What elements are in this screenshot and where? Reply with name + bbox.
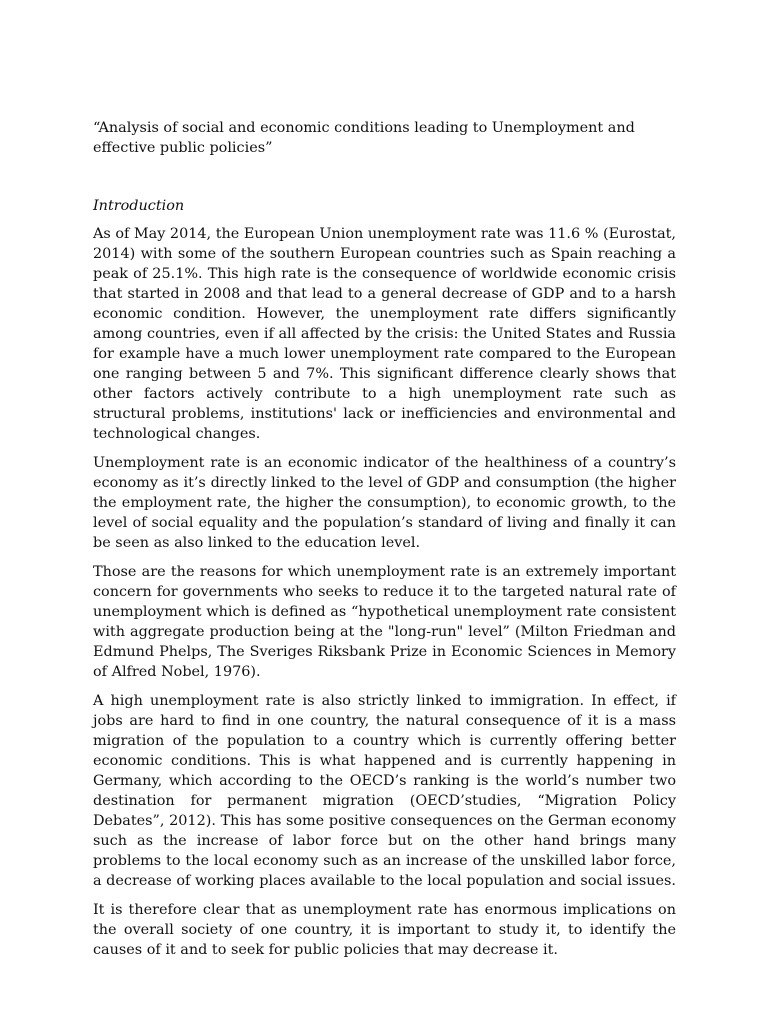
document-body <box>93 224 676 969</box>
paragraph-immigration: A high unemployment rate is also strictly linked to immigration. In effect, if jobs are hard to find in one country, the natural consequence of it is a mass migration of the population to a country which is currently offering better economic conditions. This is what happened and is currently happening in Germany, which according to the OECD’s ranking is the world’s number two destination for permanent migration (OECD’studies, “Migration Policy Debates”, 2012). This has some positive consequences on the German economy such as the increase of labor force but on the other hand brings many problems to the local economy such as an increase of the unskilled labor force, a decrease of working places available to the local population and social issues. <box>93 693 676 889</box>
section-heading-introduction: Introduction <box>93 198 185 214</box>
paragraph-conclusion: It is therefore clear that as unemployment rate has enormous implications on the overall society of one country, it is important to study it, to identify the causes of it and to seek for public policies that may decrease it. <box>93 902 676 958</box>
paragraph-eu-unemployment-rate: As of May 2014, the European Union unemployment rate was 11.6 % (Eurostat, 2014) with some of the southern European countries such as Spain reaching a peak of 25.1%. This high rate is the consequence of worldwide economic crisis that started in 2008 and that lead to a general decrease of GDP and to a harsh economic condition. However, the unemployment rate differs significantly among countries, even if all affected by the crisis: the United States and Russia for example have a much lower unemployment rate compared to the European one ranging between 5 and 7%. This significant difference clearly shows that other factors actively contribute to a high unemployment rate such as structural problems, institutions' lack or inefficiencies and environmental and technological changes. <box>93 226 677 442</box>
paragraph-natural-rate: Those are the reasons for which unemployment rate is an extremely important concern for governments who seeks to reduce it to the targeted natural rate of unemployment which is defined as “hypothetical unemployment rate consistent with aggregate production being at the "long-run" level” (Milton Friedman and Edmund Phelps, The Sveriges Riksbank Prize in Economic Sciences in Memory of Alfred Nobel, 1976). <box>93 564 676 680</box>
paragraph-economic-indicator: Unemployment rate is an economic indicator of the healthiness of a country’s economy as it’s directly linked to the level of GDP and consumption (the higher the employment rate, the higher the consumption), to economic growth, to the level of social equality and the population’s standard of living and finally it can be seen as also linked to the education level. <box>93 455 676 551</box>
document-title: “Analysis of social and economic conditions leading to Unemployment and effective public policies” <box>93 120 635 156</box>
